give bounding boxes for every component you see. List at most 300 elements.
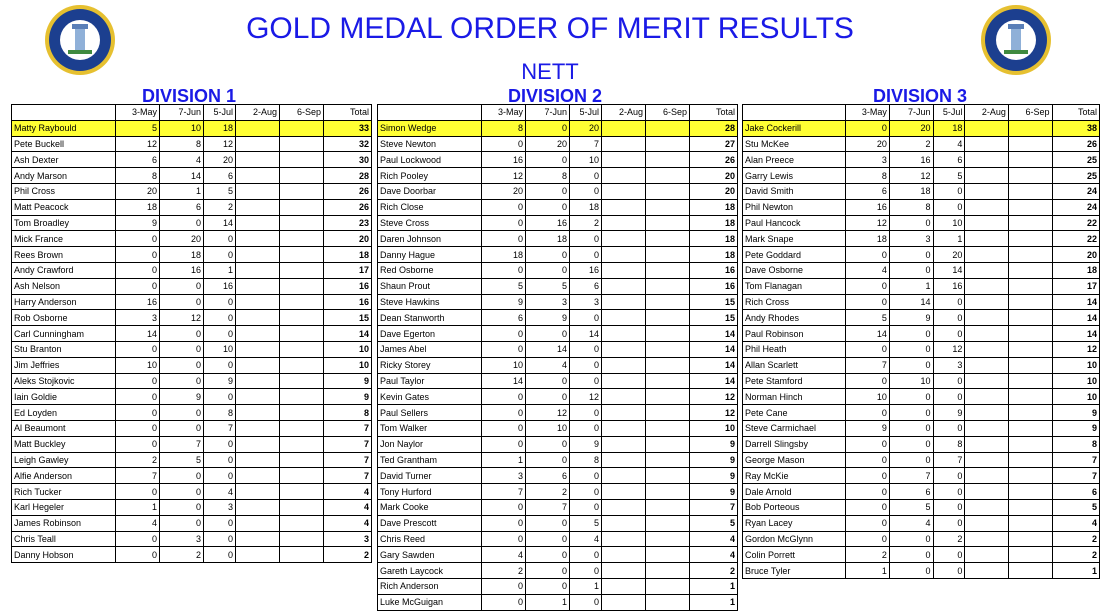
player-name: Harry Anderson (12, 294, 116, 310)
round-points: 0 (570, 484, 602, 500)
header-cell: 6-Sep (280, 105, 324, 121)
round-points (236, 278, 280, 294)
round-points (1008, 247, 1052, 263)
player-name: Rich Close (378, 199, 482, 215)
total-points: 5 (1052, 499, 1099, 515)
round-points (646, 373, 690, 389)
round-points (602, 247, 646, 263)
header-cell: 2-Aug (602, 105, 646, 121)
player-name: Ed Loyden (12, 405, 116, 421)
total-points: 9 (690, 484, 738, 500)
round-points (965, 152, 1009, 168)
player-name: Matt Peacock (12, 199, 116, 215)
round-points: 4 (570, 531, 602, 547)
round-points: 16 (526, 215, 570, 231)
round-points: 0 (889, 531, 933, 547)
total-points: 7 (324, 452, 372, 468)
player-name: Stu McKee (743, 136, 846, 152)
round-points: 16 (116, 294, 160, 310)
total-points: 9 (324, 373, 372, 389)
total-points: 4 (690, 531, 738, 547)
round-points: 0 (933, 183, 965, 199)
total-points: 7 (1052, 468, 1099, 484)
round-points (965, 310, 1009, 326)
round-points (646, 531, 690, 547)
round-points: 12 (482, 168, 526, 184)
round-points: 0 (526, 247, 570, 263)
round-points: 0 (933, 499, 965, 515)
division-2-title: DIVISION 2 (508, 86, 603, 106)
round-points (646, 152, 690, 168)
round-points: 0 (482, 341, 526, 357)
round-points: 0 (526, 373, 570, 389)
round-points (280, 183, 324, 199)
total-points: 28 (690, 120, 738, 136)
round-points: 0 (846, 247, 890, 263)
table-row (743, 152, 1100, 168)
round-points: 9 (889, 310, 933, 326)
round-points: 0 (889, 262, 933, 278)
round-points: 20 (482, 183, 526, 199)
header-cell: 5-Jul (570, 105, 602, 121)
table-row (743, 262, 1100, 278)
round-points (280, 310, 324, 326)
player-name: Aleks Stojkovic (12, 373, 116, 389)
total-points: 33 (324, 120, 372, 136)
round-points (602, 468, 646, 484)
round-points: 0 (933, 294, 965, 310)
table-row (743, 547, 1100, 563)
round-points (280, 120, 324, 136)
round-points: 0 (160, 373, 204, 389)
round-points: 0 (889, 326, 933, 342)
round-points (965, 262, 1009, 278)
round-points: 0 (570, 357, 602, 373)
round-points: 0 (846, 436, 890, 452)
table-row (378, 262, 738, 278)
total-points: 4 (324, 515, 372, 531)
round-points (646, 199, 690, 215)
round-points (602, 199, 646, 215)
round-points: 0 (570, 594, 602, 610)
total-points: 18 (690, 231, 738, 247)
round-points (1008, 326, 1052, 342)
round-points: 4 (933, 136, 965, 152)
round-points (236, 183, 280, 199)
round-points: 0 (160, 215, 204, 231)
total-points: 10 (690, 420, 738, 436)
round-points (965, 215, 1009, 231)
table-row (378, 231, 738, 247)
player-name: David Smith (743, 183, 846, 199)
player-name: David Turner (378, 468, 482, 484)
round-points (280, 389, 324, 405)
player-name: Jim Jeffries (12, 357, 116, 373)
round-points: 18 (160, 247, 204, 263)
total-points: 9 (690, 468, 738, 484)
round-points: 8 (889, 199, 933, 215)
round-points: 0 (889, 420, 933, 436)
round-points: 0 (526, 120, 570, 136)
round-points (236, 515, 280, 531)
round-points (280, 262, 324, 278)
round-points: 0 (846, 499, 890, 515)
round-points: 0 (204, 326, 236, 342)
round-points: 0 (570, 499, 602, 515)
total-points: 17 (324, 262, 372, 278)
round-points: 20 (846, 136, 890, 152)
round-points: 1 (933, 231, 965, 247)
round-points: 18 (570, 199, 602, 215)
round-points (965, 547, 1009, 563)
table-row (378, 468, 738, 484)
round-points: 18 (889, 183, 933, 199)
table-row (12, 420, 372, 436)
round-points: 0 (482, 136, 526, 152)
table-row (12, 310, 372, 326)
total-points: 9 (1052, 420, 1099, 436)
round-points: 0 (526, 262, 570, 278)
total-points: 16 (690, 262, 738, 278)
player-name: Stu Branton (12, 341, 116, 357)
round-points (1008, 215, 1052, 231)
round-points: 0 (526, 531, 570, 547)
round-points: 3 (933, 357, 965, 373)
round-points: 9 (570, 436, 602, 452)
round-points: 1 (889, 278, 933, 294)
round-points: 0 (160, 357, 204, 373)
round-points: 16 (889, 152, 933, 168)
round-points (965, 357, 1009, 373)
player-name: Steve Hawkins (378, 294, 482, 310)
table-row (378, 215, 738, 231)
division-3-title: DIVISION 3 (873, 86, 968, 106)
round-points (965, 468, 1009, 484)
round-points: 3 (204, 499, 236, 515)
total-points: 22 (1052, 231, 1099, 247)
round-points: 1 (570, 578, 602, 594)
player-name: Simon Wedge (378, 120, 482, 136)
round-points: 4 (526, 357, 570, 373)
round-points (646, 468, 690, 484)
round-points (1008, 136, 1052, 152)
round-points: 5 (526, 278, 570, 294)
total-points: 4 (324, 499, 372, 515)
player-name: Luke McGuigan (378, 594, 482, 610)
round-points (236, 262, 280, 278)
total-points: 26 (324, 183, 372, 199)
round-points: 0 (846, 484, 890, 500)
table-header-row (743, 105, 1100, 121)
round-points: 0 (526, 389, 570, 405)
total-points: 10 (1052, 389, 1099, 405)
round-points: 9 (482, 294, 526, 310)
round-points: 2 (204, 199, 236, 215)
round-points (602, 278, 646, 294)
round-points: 8 (570, 452, 602, 468)
round-points (602, 215, 646, 231)
round-points: 5 (116, 120, 160, 136)
round-points: 2 (482, 563, 526, 579)
table-row (378, 199, 738, 215)
player-name: Gareth Laycock (378, 563, 482, 579)
leader-row (12, 120, 372, 136)
round-points (646, 436, 690, 452)
round-points (1008, 515, 1052, 531)
player-name: Ash Nelson (12, 278, 116, 294)
total-points: 9 (324, 389, 372, 405)
player-name: Andy Rhodes (743, 310, 846, 326)
total-points: 20 (324, 231, 372, 247)
round-points (602, 436, 646, 452)
round-points: 0 (570, 563, 602, 579)
total-points: 24 (1052, 199, 1099, 215)
round-points: 0 (116, 420, 160, 436)
round-points: 7 (160, 436, 204, 452)
table-row (743, 247, 1100, 263)
round-points (602, 262, 646, 278)
total-points: 1 (690, 578, 738, 594)
table-row (743, 468, 1100, 484)
round-points: 3 (570, 294, 602, 310)
round-points (1008, 499, 1052, 515)
total-points: 14 (1052, 310, 1099, 326)
player-name: Alfie Anderson (12, 468, 116, 484)
round-points: 4 (204, 484, 236, 500)
round-points: 8 (526, 168, 570, 184)
player-name: Pete Goddard (743, 247, 846, 263)
header-name-cell (12, 105, 116, 121)
round-points: 12 (846, 215, 890, 231)
round-points: 0 (889, 389, 933, 405)
player-name: Colin Porrett (743, 547, 846, 563)
round-points: 4 (116, 515, 160, 531)
round-points: 0 (526, 452, 570, 468)
player-name: Rich Pooley (378, 168, 482, 184)
player-name: Dale Arnold (743, 484, 846, 500)
round-points: 0 (482, 499, 526, 515)
round-points (602, 531, 646, 547)
round-points: 0 (204, 515, 236, 531)
total-points: 27 (690, 136, 738, 152)
table-row (378, 484, 738, 500)
table-row (743, 199, 1100, 215)
player-name: Kevin Gates (378, 389, 482, 405)
player-name: Alan Preece (743, 152, 846, 168)
round-points: 0 (570, 405, 602, 421)
round-points: 12 (889, 168, 933, 184)
header-cell: Total (690, 105, 738, 121)
total-points: 28 (324, 168, 372, 184)
table-row (378, 594, 738, 610)
round-points (280, 199, 324, 215)
round-points (965, 341, 1009, 357)
round-points: 7 (570, 136, 602, 152)
round-points (280, 420, 324, 436)
table-row (743, 278, 1100, 294)
round-points (965, 120, 1009, 136)
round-points: 1 (204, 262, 236, 278)
header-cell: 2-Aug (236, 105, 280, 121)
round-points (602, 547, 646, 563)
round-points: 0 (482, 578, 526, 594)
round-points (965, 168, 1009, 184)
round-points: 5 (889, 499, 933, 515)
total-points: 14 (1052, 294, 1099, 310)
round-points: 9 (526, 310, 570, 326)
round-points (280, 136, 324, 152)
round-points (646, 183, 690, 199)
table-row (378, 357, 738, 373)
round-points (236, 136, 280, 152)
round-points: 0 (846, 341, 890, 357)
round-points (965, 436, 1009, 452)
total-points: 9 (690, 452, 738, 468)
table-row (12, 136, 372, 152)
round-points: 14 (526, 341, 570, 357)
round-points: 3 (846, 152, 890, 168)
round-points: 12 (933, 341, 965, 357)
leader-row (743, 120, 1100, 136)
player-name: Phil Newton (743, 199, 846, 215)
table-row (12, 499, 372, 515)
round-points (602, 136, 646, 152)
round-points: 8 (933, 436, 965, 452)
round-points (965, 515, 1009, 531)
round-points: 0 (160, 499, 204, 515)
round-points: 20 (116, 183, 160, 199)
round-points: 0 (204, 231, 236, 247)
round-points: 12 (116, 136, 160, 152)
table-row (378, 452, 738, 468)
table-row (743, 231, 1100, 247)
total-points: 25 (1052, 168, 1099, 184)
round-points: 14 (160, 168, 204, 184)
round-points (1008, 278, 1052, 294)
total-points: 38 (1052, 120, 1099, 136)
round-points: 0 (482, 389, 526, 405)
round-points: 18 (204, 120, 236, 136)
total-points: 26 (324, 199, 372, 215)
total-points: 18 (324, 247, 372, 263)
total-points: 16 (690, 278, 738, 294)
round-points (236, 357, 280, 373)
round-points (646, 231, 690, 247)
table-row (12, 278, 372, 294)
round-points (1008, 468, 1052, 484)
player-name: Ted Grantham (378, 452, 482, 468)
table-row (12, 531, 372, 547)
division-2-table (377, 104, 738, 611)
total-points: 9 (1052, 405, 1099, 421)
round-points: 14 (116, 326, 160, 342)
round-points: 8 (160, 136, 204, 152)
round-points: 0 (482, 531, 526, 547)
round-points (280, 499, 324, 515)
round-points: 0 (570, 168, 602, 184)
round-points: 4 (482, 547, 526, 563)
round-points (236, 247, 280, 263)
round-points: 6 (846, 183, 890, 199)
round-points: 7 (889, 468, 933, 484)
round-points (1008, 389, 1052, 405)
round-points (965, 247, 1009, 263)
round-points: 0 (204, 310, 236, 326)
header-cell: 2-Aug (965, 105, 1009, 121)
total-points: 7 (1052, 452, 1099, 468)
round-points: 8 (116, 168, 160, 184)
total-points: 32 (324, 136, 372, 152)
round-points: 0 (889, 452, 933, 468)
round-points (965, 373, 1009, 389)
round-points: 0 (933, 515, 965, 531)
player-name: Gary Sawden (378, 547, 482, 563)
round-points: 0 (570, 468, 602, 484)
table-row (378, 341, 738, 357)
total-points: 14 (690, 357, 738, 373)
player-name: Iain Goldie (12, 389, 116, 405)
total-points: 15 (324, 310, 372, 326)
total-points: 10 (1052, 373, 1099, 389)
total-points: 2 (690, 563, 738, 579)
table-row (743, 357, 1100, 373)
round-points: 0 (116, 278, 160, 294)
round-points: 0 (526, 183, 570, 199)
round-points: 0 (160, 484, 204, 500)
round-points: 0 (889, 405, 933, 421)
round-points: 14 (889, 294, 933, 310)
player-name: Karl Hegeler (12, 499, 116, 515)
round-points (602, 120, 646, 136)
player-name: Tom Flanagan (743, 278, 846, 294)
round-points: 12 (570, 389, 602, 405)
round-points (646, 136, 690, 152)
header-cell: 7-Jun (160, 105, 204, 121)
round-points: 0 (570, 547, 602, 563)
table-row (743, 436, 1100, 452)
round-points (280, 341, 324, 357)
round-points (646, 262, 690, 278)
round-points: 6 (482, 310, 526, 326)
round-points: 0 (570, 420, 602, 436)
round-points: 5 (160, 452, 204, 468)
table-row (378, 515, 738, 531)
table-row (12, 326, 372, 342)
total-points: 30 (324, 152, 372, 168)
table-row (12, 152, 372, 168)
round-points (602, 183, 646, 199)
table-row (743, 484, 1100, 500)
total-points: 24 (1052, 183, 1099, 199)
player-name: Al Beaumont (12, 420, 116, 436)
table-row (743, 310, 1100, 326)
round-points: 0 (204, 547, 236, 563)
player-name: Steve Cross (378, 215, 482, 231)
round-points (236, 231, 280, 247)
total-points: 7 (324, 468, 372, 484)
round-points: 0 (116, 341, 160, 357)
round-points (280, 231, 324, 247)
round-points: 16 (933, 278, 965, 294)
round-points: 0 (889, 357, 933, 373)
round-points (1008, 563, 1052, 579)
round-points: 0 (482, 215, 526, 231)
table-row (378, 136, 738, 152)
round-points (1008, 294, 1052, 310)
round-points (1008, 262, 1052, 278)
header-cell: 7-Jun (526, 105, 570, 121)
round-points (1008, 120, 1052, 136)
